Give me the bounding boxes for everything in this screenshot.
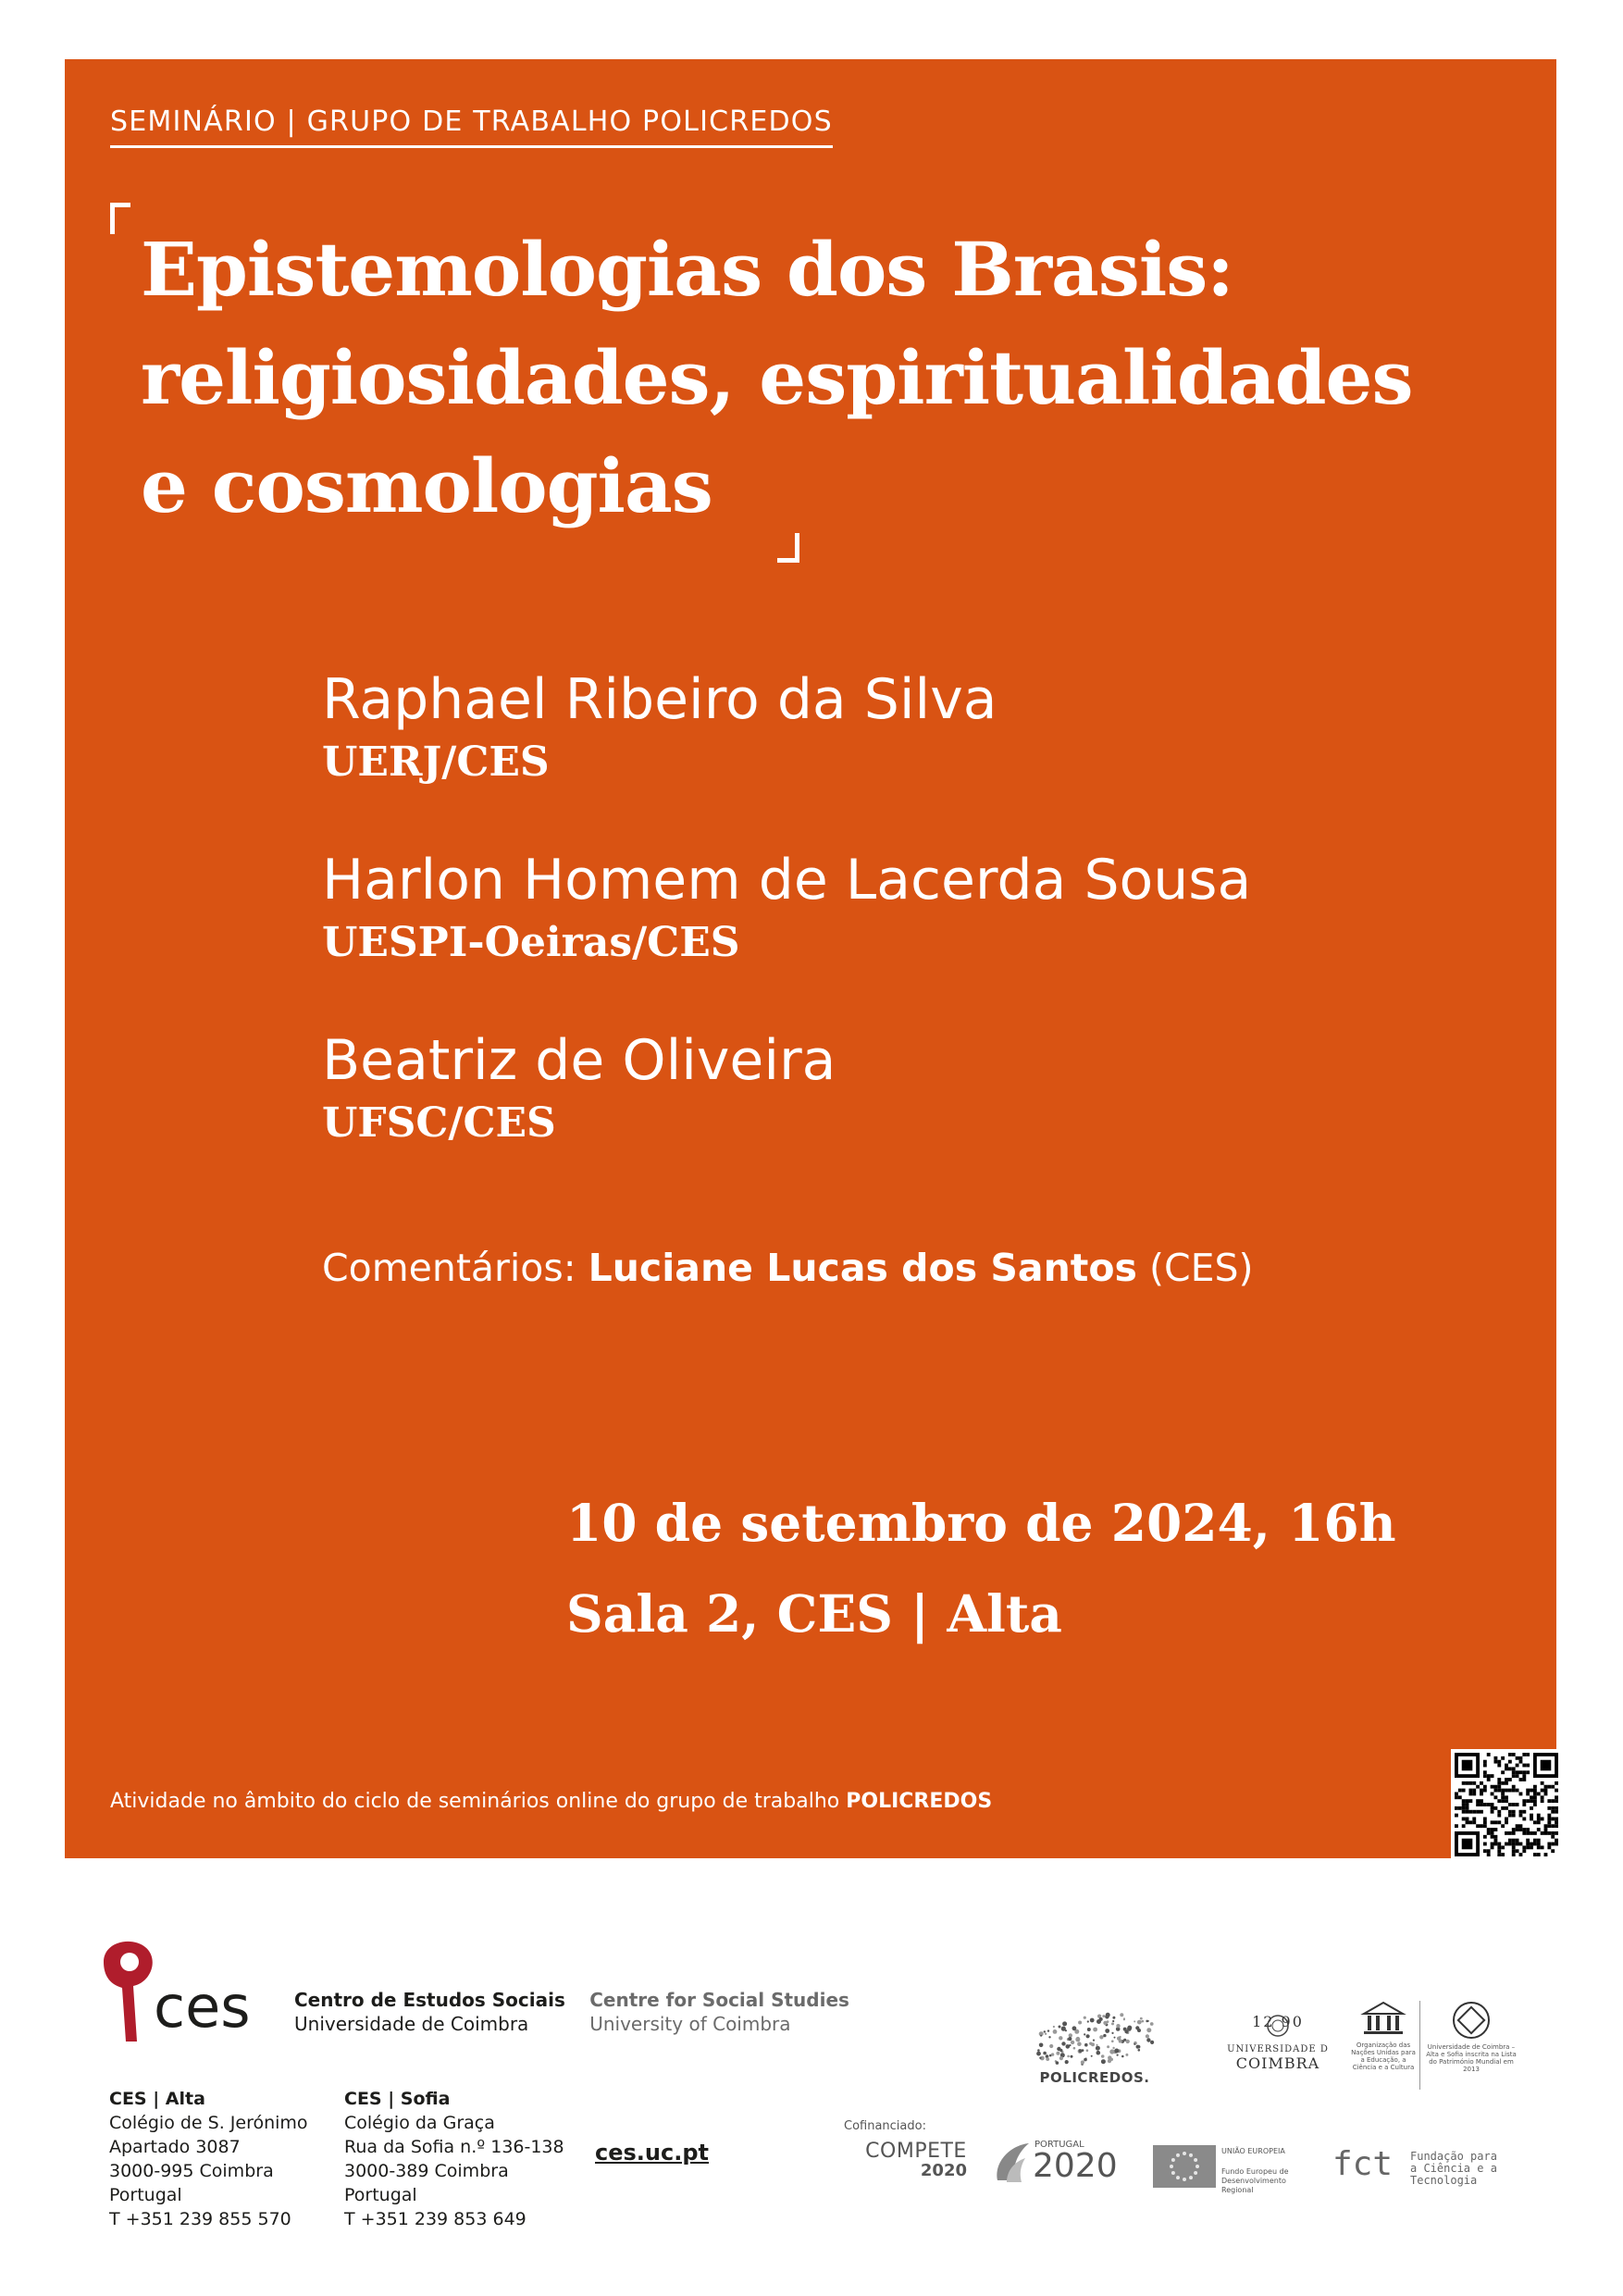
ces-logo-icon [94,1934,279,2045]
ces-name-en: Centre for Social Studies [589,1989,849,2011]
ces-names-pt [294,1988,565,2036]
commentator-name: Luciane Lucas dos Santos [588,1246,1137,1290]
address-title: CES | Sofia [344,2089,451,2109]
qr-code-icon [1455,1753,1558,1856]
eu-logo [1153,2145,1319,2194]
comments-label: Comentários: [322,1246,588,1290]
unesco-logo [1351,2001,1416,2071]
speaker [322,849,1251,971]
speaker-affiliation: UERJ/CES [322,738,550,786]
comments-line [322,1246,1254,1290]
heritage-text: Universidade de Coimbra – Alta e Sofia inscrita na Lista do Património Mundial em 2013 [1426,2043,1517,2073]
event-title [141,216,1412,540]
portugal-year: 2020 [1033,2147,1118,2185]
uc-seal-icon [1267,2013,1289,2039]
eu-fund: Fundo Europeu de Desenvolvimento Regional [1221,2167,1289,2194]
speaker-name: Harlon Homem de Lacerda Sousa [322,848,1252,912]
event-date: 10 de setembro de 2024, 16h [566,1493,1396,1553]
title-block [110,203,1554,619]
event-place: Sala 2, CES | Alta [566,1583,1062,1644]
speaker-name: Raphael Ribeiro da Silva [322,667,997,732]
speaker-name: Beatriz de Oliveira [322,1028,836,1093]
policredos-dots-icon [1025,2008,1164,2066]
portugal2020-logo [992,2138,1140,2188]
address-line: Portugal [344,2185,417,2205]
uc-line2: COIMBRA [1235,2054,1320,2072]
speaker-affiliation: UFSC/CES [322,1099,556,1147]
commentator-affiliation: (CES) [1136,1246,1254,1290]
qr-code[interactable] [1451,1749,1562,1860]
title-line-1: Epistemologias dos Brasis: [141,226,1233,313]
ces-institution-names [294,1988,868,2036]
ces-name-pt: Centro de Estudos Sociais [294,1989,565,2011]
cofinanciado-label: Cofinanciado: [844,2119,926,2133]
fct-label: fct [1332,2145,1394,2183]
address-phone: T +351 239 853 649 [344,2209,527,2229]
activity-note-bold: POLICREDOS [846,1790,993,1813]
compete-logo [856,2140,976,2180]
address-line: Rua da Sofia n.º 136-138 [344,2137,564,2157]
event-details [566,1478,1396,1659]
speaker-affiliation: UESPI-Oeiras/CES [322,919,740,966]
seminar-kicker: SEMINÁRIO | GRUPO DE TRABALHO POLICREDOS [110,105,833,148]
ces-sub-pt: Universidade de Coimbra [294,2013,529,2035]
poster-panel [65,59,1556,1858]
uc-years-row [1226,2013,1330,2044]
world-heritage-icon [1452,2001,1491,2040]
address-phone: T +351 239 855 570 [109,2209,291,2229]
address-sofia [344,2087,564,2231]
eu-flag-icon [1153,2145,1216,2188]
policredos-label: POLICREDOS. [1039,2069,1150,2086]
uc-logo [1226,2013,1330,2072]
address-title: CES | Alta [109,2089,205,2109]
partner-divider [1419,2001,1420,2090]
fct-name: Fundação para a Ciência e a Tecnologia [1410,2150,1497,2187]
speakers-list [322,668,1251,1210]
address-line: Apartado 3087 [109,2137,241,2157]
bracket-bottom-right [777,533,799,563]
bracket-top-left [110,203,130,234]
unesco-temple-icon [1360,2001,1406,2038]
portugal-label: PORTUGAL [1035,2140,1084,2150]
address-line: 3000-389 Coimbra [344,2161,509,2181]
speaker [322,668,1251,790]
uc-line1: UNIVERSIDADE D [1227,2044,1329,2054]
address-line: 3000-995 Coimbra [109,2161,274,2181]
compete-year: 2020 [920,2161,967,2180]
address-line: Colégio de S. Jerónimo [109,2113,308,2133]
eu-label: UNIÃO EUROPEIA [1221,2147,1285,2155]
speaker [322,1029,1251,1151]
title-line-3: e cosmologias [141,442,712,529]
heritage-logo [1425,2001,1518,2073]
website-link[interactable]: ces.uc.pt [595,2140,709,2166]
unesco-text: Organização das Nações Unidas para a Educação, a Ciência e a Cultura [1351,2042,1416,2071]
ces-names-en [589,1988,849,2036]
portugal2020-swirl-icon [992,2140,1033,2186]
activity-note-text: Atividade no âmbito do ciclo de seminários online do grupo de trabalho [110,1790,847,1813]
activity-note [110,1790,992,1813]
address-line: Portugal [109,2185,182,2205]
address-line: Colégio da Graça [344,2113,495,2133]
compete-label: COMPETE [865,2140,967,2163]
ces-logo-text: ces [154,1973,251,2041]
policredos-logo [1025,2008,1164,2087]
ces-sub-en: University of Coimbra [589,2013,791,2035]
uc-years: 12 90 [1252,2013,1304,2030]
title-line-2: religiosidades, espiritualidades [141,334,1413,421]
fct-logo [1332,2145,1527,2190]
address-alta [109,2087,308,2231]
